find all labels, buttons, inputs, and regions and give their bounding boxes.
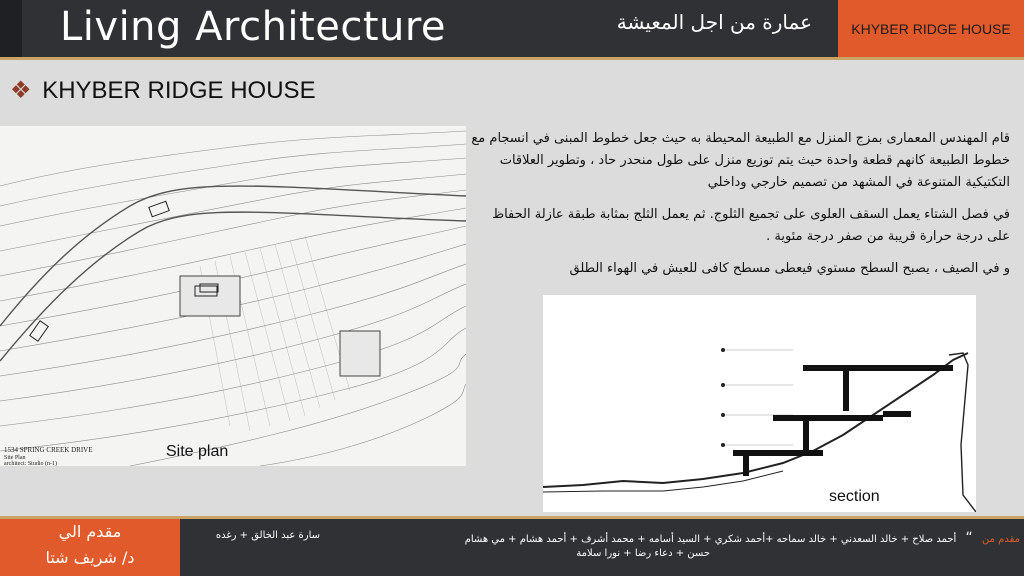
section-image: [543, 295, 976, 512]
team-names-text: أحمد صلاح + خالد السعدني + خالد سماحه +أحمد شكري + السيد أسامه + محمد أشرف + أحمد هشام + مي هشام: [464, 534, 957, 545]
slide-title: Living Architecture: [60, 4, 447, 50]
from-label: مقدم من: [981, 534, 1020, 545]
presenter-label: مقدم الي: [58, 522, 122, 541]
paragraph-1: قام المهندس المعمارى بمزج المنزل مع الطبيعة المحيطة به حيث جعل خطوط المبنى في انسجام مع خطوط الطبيعة كانهم قطعة واحدة حيث يتم توزيع منزل على طول منحدر حاد ، وتطوير العلاقات التكتيكية المتنوعة في المشهد من تصميم خارجي وداخلي: [471, 131, 1010, 190]
paragraph-2: في فصل الشتاء يعمل السقف العلوى على تجميع الثلوج. ثم يعمل الثلج بمثابة طبقة عازلة الحفاظ على درجة حرارة قريبة من صفر درجة مئوية .: [492, 207, 1010, 244]
project-badge: KHYBER RIDGE HOUSE: [838, 0, 1024, 57]
svg-text:Site Plan: Site Plan: [4, 455, 26, 461]
site-plan-image: [0, 126, 466, 466]
svg-text:1534 SPRING CREEK DRIVE: 1534 SPRING CREEK DRIVE: [4, 446, 93, 454]
quote-mark: “: [965, 530, 973, 546]
diamond-bullet-icon: ❖: [10, 77, 32, 104]
presenter-name: د/ شريف شتا: [45, 548, 135, 567]
team-names-extra: سارة عبد الخالق + رغده: [215, 530, 320, 541]
header-bar: [0, 0, 1024, 60]
section-heading: [10, 76, 316, 105]
section-heading-text: KHYBER RIDGE HOUSE: [42, 77, 316, 104]
header-divider: [0, 57, 1024, 60]
site-plan-caption: Site plan: [166, 443, 229, 460]
section-drawing: [543, 295, 976, 512]
description-text: [470, 128, 1010, 290]
paragraph-3: و في الصيف ، يصبح السطح مستوي فيعطى مسطح كافى للعيش في الهواء الطلق: [569, 261, 1010, 276]
site-plan-drawing: [0, 126, 466, 466]
team-names-line-2: حسن + دعاء رضا + نورا سلامة: [576, 548, 710, 559]
section-caption: section: [829, 488, 880, 505]
presenter-box: [0, 519, 180, 576]
arabic-title: عمارة من اجل المعيشة: [616, 10, 812, 34]
footer-bar: [0, 516, 1024, 576]
header-accent: [0, 0, 22, 60]
svg-text:architect: Studio (n-1): architect: Studio (n-1): [4, 461, 57, 466]
